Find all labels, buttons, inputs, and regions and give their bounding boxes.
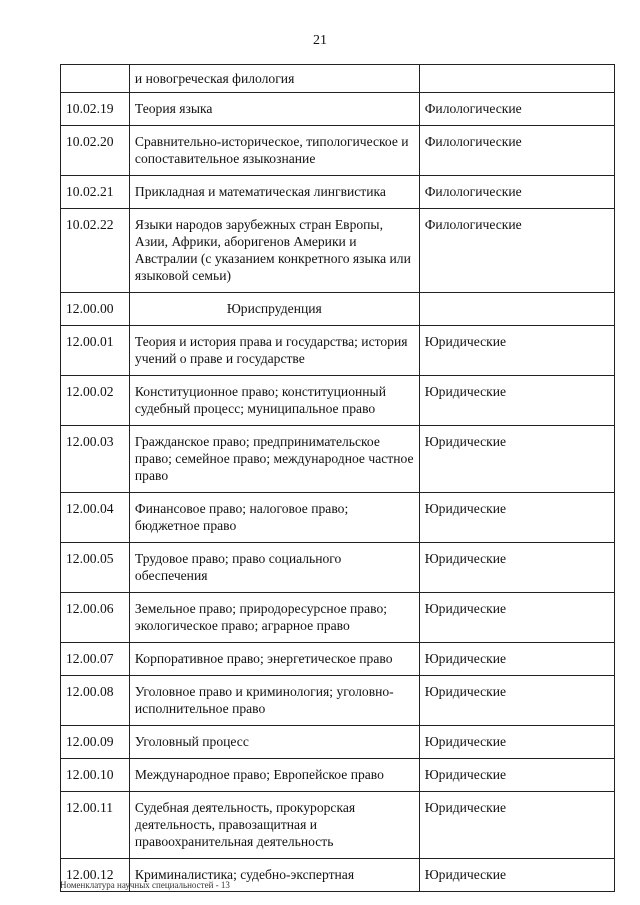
specialty-code-cell: 12.00.11: [61, 792, 130, 859]
science-branch-cell: Юридические: [419, 726, 614, 759]
specialty-name-cell: Финансовое право; налоговое право; бюджетное право: [129, 493, 419, 543]
specialty-name-cell: Уголовный процесс: [129, 726, 419, 759]
specialty-name-cell: Прикладная и математическая лингвистика: [129, 176, 419, 209]
specialty-name-cell: Международное право; Европейское право: [129, 759, 419, 792]
table-row: [61, 176, 615, 209]
specialty-name-cell: Конституционное право; конституционный судебный процесс; муниципальное право: [129, 376, 419, 426]
specialty-code-cell: 12.00.00: [61, 293, 130, 326]
specialty-name-cell: и новогреческая филология: [129, 65, 419, 93]
science-branch-cell: Юридические: [419, 859, 614, 892]
science-branch-cell: Юридические: [419, 593, 614, 643]
science-branch-cell: Юридические: [419, 426, 614, 493]
specialty-code-cell: 12.00.05: [61, 543, 130, 593]
specialty-name-cell: Криминалистика; судебно-экспертная: [129, 859, 419, 892]
table-row: [61, 726, 615, 759]
table-row: [61, 65, 615, 93]
science-branch-cell: Юридические: [419, 759, 614, 792]
table-row: [61, 426, 615, 493]
specialty-code-cell: 10.02.21: [61, 176, 130, 209]
specialty-code-cell: 12.00.12: [61, 859, 130, 892]
table-row: [61, 792, 615, 859]
specialty-code-cell: [61, 65, 130, 93]
science-branch-cell: Юридические: [419, 643, 614, 676]
specialty-name-cell: Языки народов зарубежных стран Европы, Азии, Африки, аборигенов Америки и Австралии (с указанием конкретного языка или языковой семьи): [129, 209, 419, 293]
table-row: [61, 326, 615, 376]
science-branch-cell: Юридические: [419, 792, 614, 859]
science-branch-cell: Юридические: [419, 326, 614, 376]
specialty-code-cell: 10.02.20: [61, 126, 130, 176]
specialty-code-cell: 12.00.10: [61, 759, 130, 792]
specialty-name-cell: Трудовое право; право социального обеспечения: [129, 543, 419, 593]
specialty-code-cell: 12.00.02: [61, 376, 130, 426]
table-row: [61, 543, 615, 593]
table-row: [61, 293, 615, 326]
specialty-code-cell: 12.00.09: [61, 726, 130, 759]
specialty-name-cell: Гражданское право; предпринимательское право; семейное право; международное частное право: [129, 426, 419, 493]
table-row: [61, 493, 615, 543]
specialties-table: [60, 64, 615, 892]
specialty-name-cell: Теория и история права и государства; история учений о праве и государстве: [129, 326, 419, 376]
table-row: [61, 759, 615, 792]
table-row: [61, 593, 615, 643]
specialty-name-cell: Уголовное право и криминология; уголовно-исполнительное право: [129, 676, 419, 726]
science-branch-cell: Филологические: [419, 176, 614, 209]
science-branch-cell: Филологические: [419, 209, 614, 293]
table-row: [61, 93, 615, 126]
specialty-name-cell: Теория языка: [129, 93, 419, 126]
specialty-name-cell: Корпоративное право; энергетическое право: [129, 643, 419, 676]
science-branch-cell: [419, 293, 614, 326]
specialty-code-cell: 12.00.07: [61, 643, 130, 676]
specialty-code-cell: 12.00.06: [61, 593, 130, 643]
specialty-code-cell: 12.00.04: [61, 493, 130, 543]
page-number: 21: [313, 33, 327, 48]
science-branch-cell: Юридические: [419, 493, 614, 543]
science-branch-cell: Юридические: [419, 543, 614, 593]
science-branch-cell: Юридические: [419, 376, 614, 426]
table-row: [61, 209, 615, 293]
footer-text: Номенклатура научных специальностей - 13: [60, 880, 230, 890]
specialty-code-cell: 10.02.19: [61, 93, 130, 126]
table-row: [61, 643, 615, 676]
table-row: [61, 376, 615, 426]
table-row: [61, 676, 615, 726]
specialty-code-cell: 12.00.08: [61, 676, 130, 726]
specialty-name-cell: Сравнительно-историческое, типологическое и сопоставительное языкознание: [129, 126, 419, 176]
table-row: [61, 126, 615, 176]
specialty-code-cell: 10.02.22: [61, 209, 130, 293]
table-body: [61, 65, 615, 892]
specialty-name-cell: Судебная деятельность, прокурорская деятельность, правозащитная и правоохранительная деятельность: [129, 792, 419, 859]
science-branch-cell: Филологические: [419, 126, 614, 176]
specialty-name-cell: Земельное право; природоресурсное право; экологическое право; аграрное право: [129, 593, 419, 643]
science-branch-cell: [419, 65, 614, 93]
specialty-code-cell: 12.00.01: [61, 326, 130, 376]
science-branch-cell: Филологические: [419, 93, 614, 126]
specialty-name-cell: Юриспруденция: [129, 293, 419, 326]
science-branch-cell: Юридические: [419, 676, 614, 726]
specialty-code-cell: 12.00.03: [61, 426, 130, 493]
